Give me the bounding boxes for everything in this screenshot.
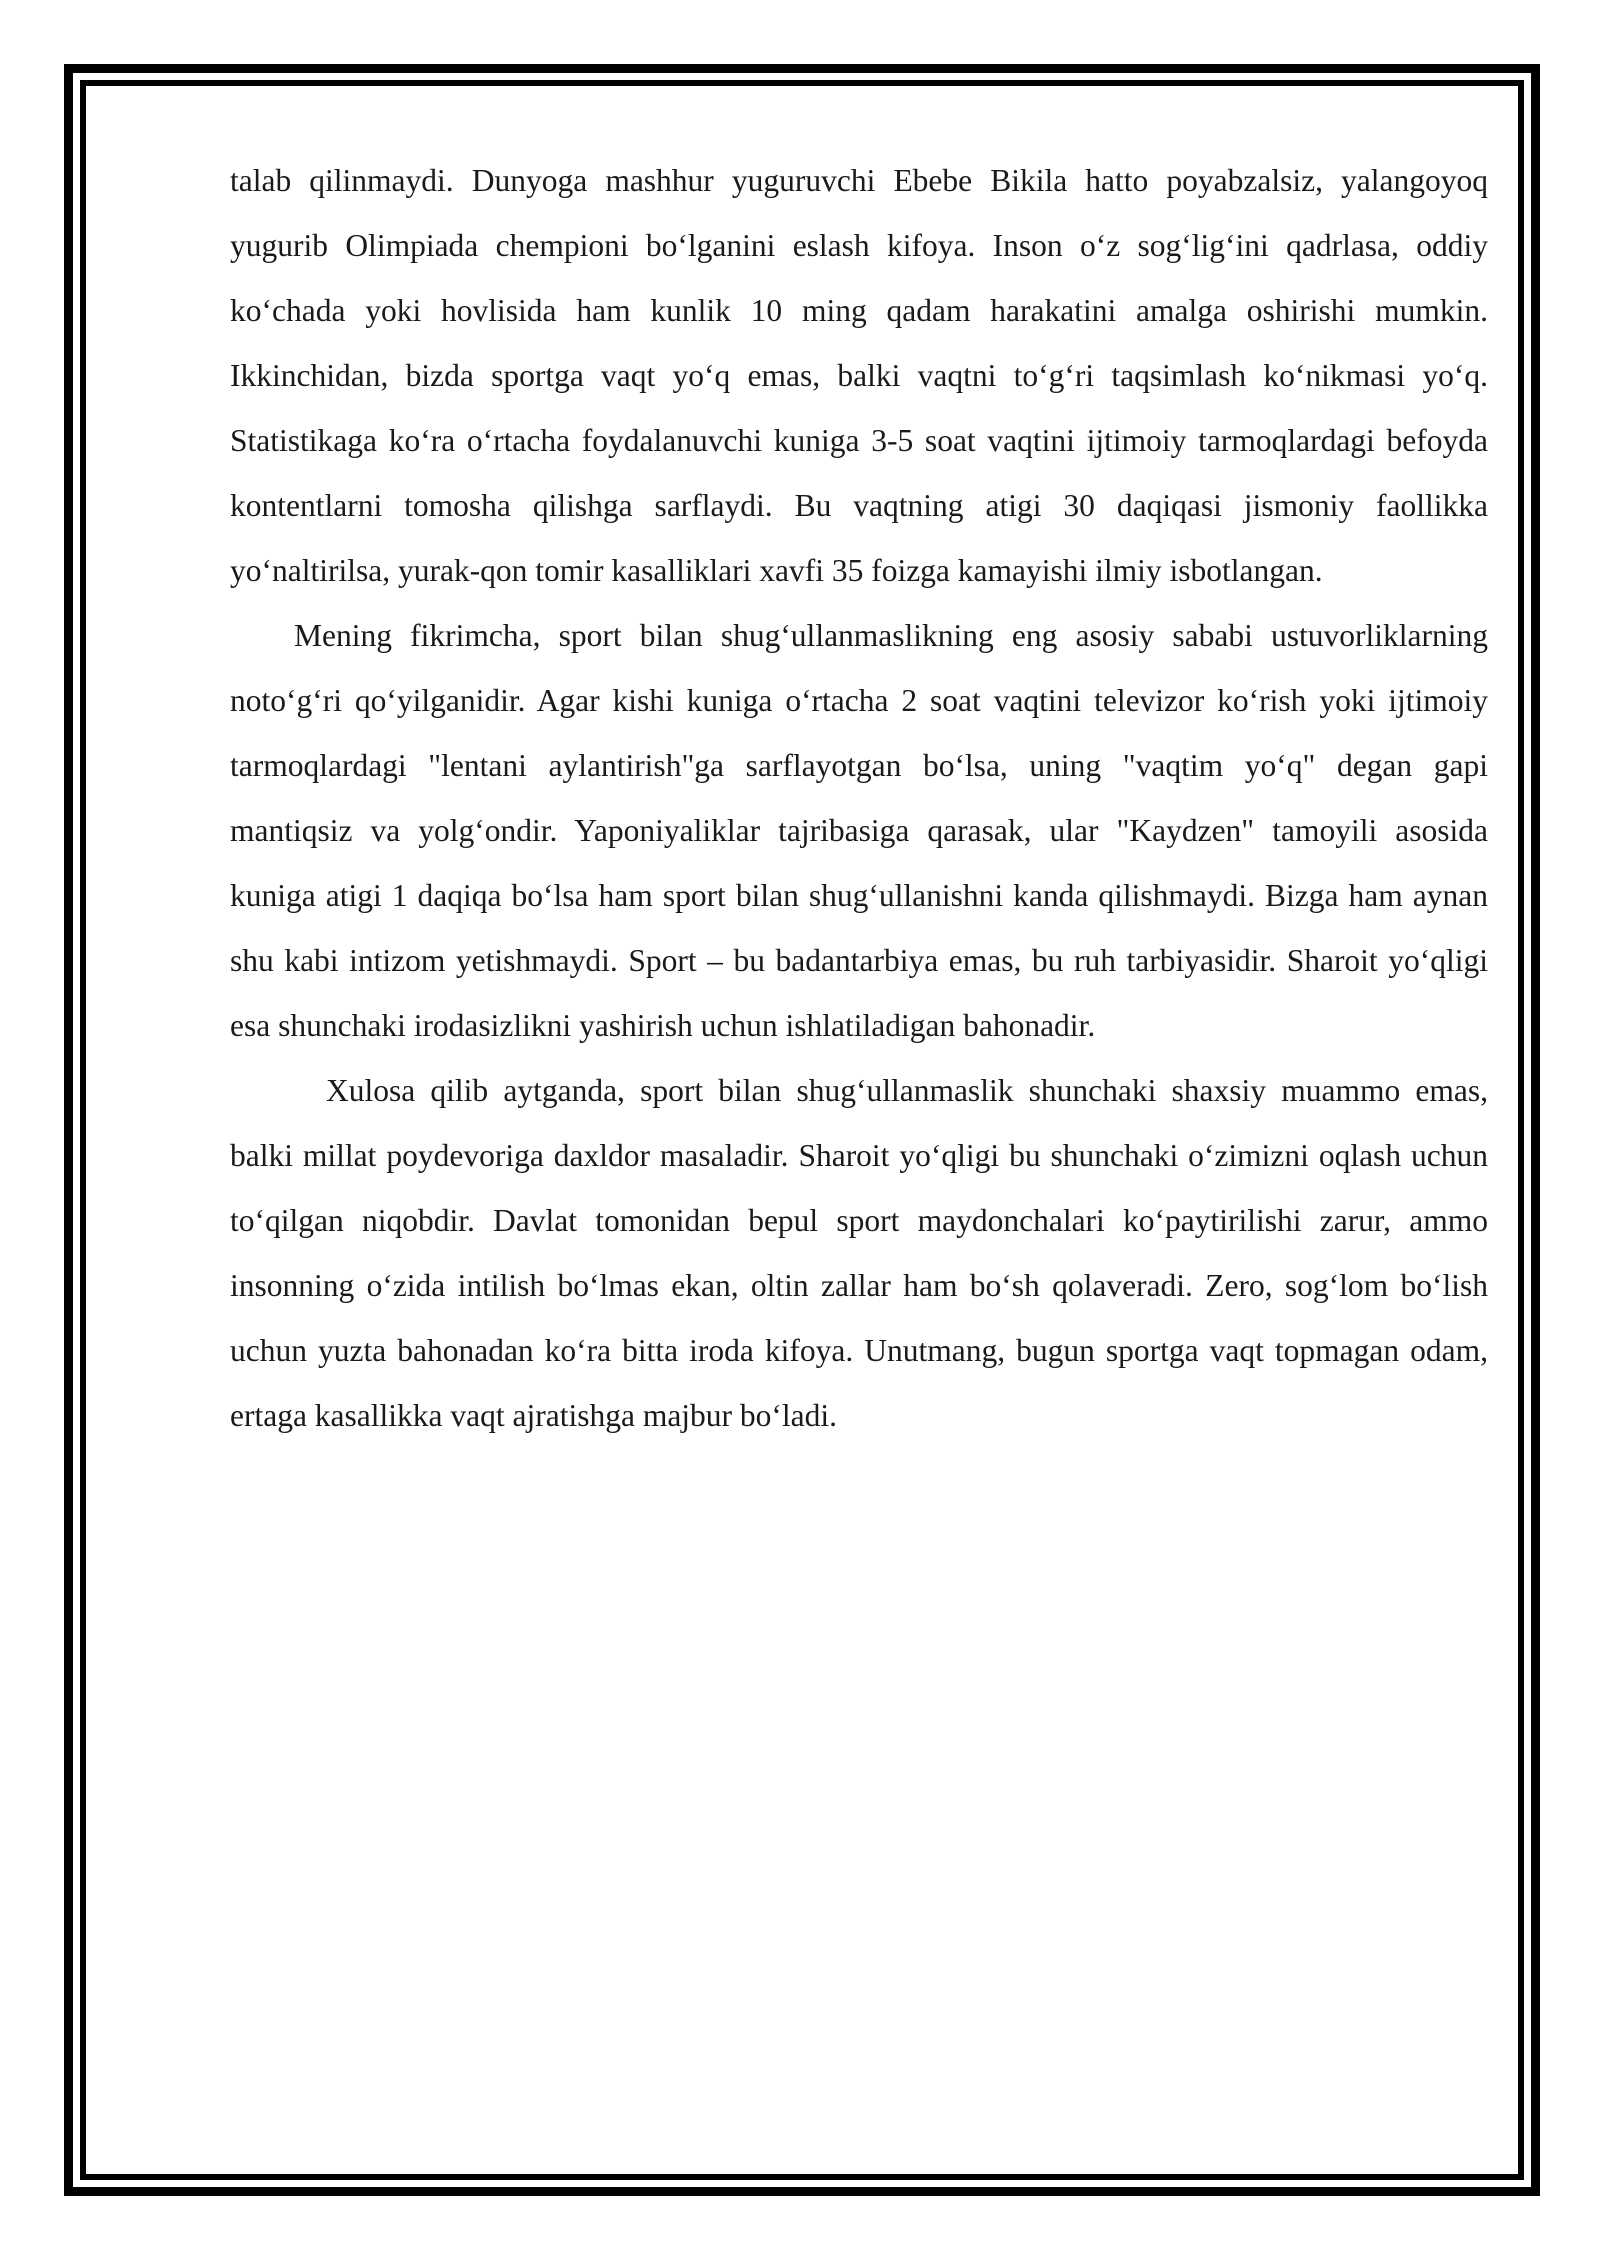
document-body — [230, 148, 1488, 1448]
paragraph-opinion: Mening fikrimcha, sport bilan shug‘ullanmaslikning eng asosiy sababi ustuvorliklarning noto‘g‘ri qo‘yilganidir. Agar kishi kuniga o‘rtacha 2 soat vaqtini televizor ko‘rish yoki ijtimoiy tarmoqlardagi "lentani aylantirish"ga sarflayotgan bo‘lsa, uning "vaqtim yo‘q" degan gapi mantiqsiz va yolg‘ondir. Yaponiyaliklar tajribasiga qarasak, ular "Kaydzen" tamoyili asosida kuniga atigi 1 daqiqa bo‘lsa ham sport bilan shug‘ullanishni kanda qilishmaydi. Bizga ham aynan shu kabi intizom yetishmaydi. Sport – bu badantarbiya emas, bu ruh tarbiyasidir. Sharoit yo‘qligi esa shunchaki irodasizlikni yashirish uchun ishlatiladigan bahonadir. — [230, 618, 1488, 1043]
paragraph-conclusion: Xulosa qilib aytganda, sport bilan shug‘ullanmaslik shunchaki shaxsiy muammo emas, balki millat poydevoriga daxldor masaladir. Sharoit yo‘qligi bu shunchaki o‘zimizni oqlash uchun to‘qilgan niqobdir. Davlat tomonidan bepul sport maydonchalari ko‘paytirilishi zarur, ammo insonning o‘zida intilish bo‘lmas ekan, oltin zallar ham bo‘sh qolaveradi. Zero, sog‘lom bo‘lish uchun yuzta bahonadan ko‘ra bitta iroda kifoya. Unutmang, bugun sportga vaqt topmagan odam, ertaga kasallikka vaqt ajratishga majbur bo‘ladi. — [230, 1073, 1488, 1433]
paragraph-continuation: talab qilinmaydi. Dunyoga mashhur yuguruvchi Ebebe Bikila hatto poyabzalsiz, yalangoyoq yugurib Olimpiada chempioni bo‘lganini eslash kifoya. Inson o‘z sog‘lig‘ini qadrlasa, oddiy ko‘chada yoki hovlisida ham kunlik 10 ming qadam harakatini amalga oshirishi mumkin. Ikkinchidan, bizda sportga vaqt yo‘q emas, balki vaqtni to‘g‘ri taqsimlash ko‘nikmasi yo‘q. Statistikaga ko‘ra o‘rtacha foydalanuvchi kuniga 3-5 soat vaqtini ijtimoiy tarmoqlardagi befoyda kontentlarni tomosha qilishga sarflaydi. Bu vaqtning atigi 30 daqiqasi jismoniy faollikka yo‘naltirilsa, yurak-qon tomir kasalliklari xavfi 35 foizga kamayishi ilmiy isbotlangan. — [230, 163, 1488, 588]
